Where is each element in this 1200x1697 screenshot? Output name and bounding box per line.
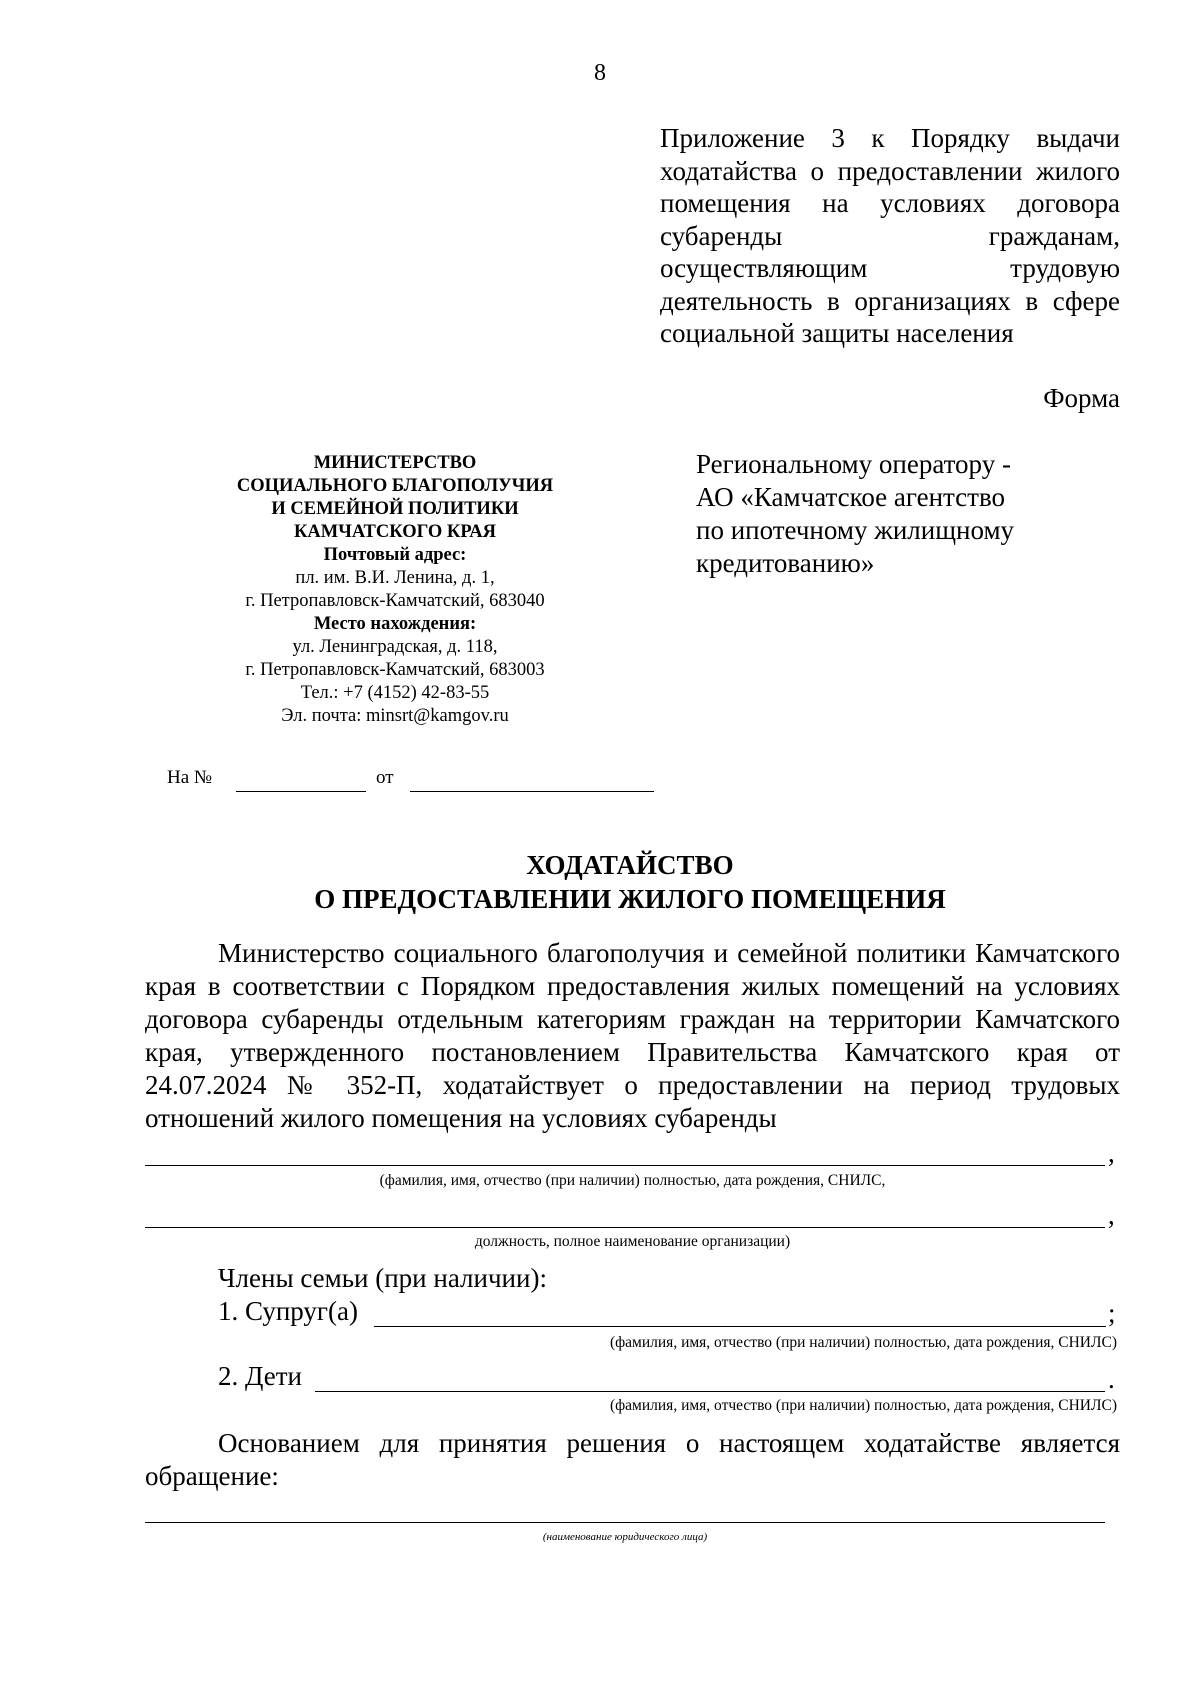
period: . (1108, 1364, 1115, 1394)
postal-address-line: пл. им. В.И. Ленина, д. 1, (295, 568, 495, 588)
ministry-name-line: МИНИСТЕРСТВО (313, 453, 477, 473)
basis-caption: (наименование юридического лица) (542, 1531, 708, 1543)
recipient-block (696, 448, 1116, 580)
document-title-line: ХОДАТАЙСТВО (526, 850, 734, 880)
page-number: 8 (594, 60, 606, 86)
reference-date-field[interactable] (410, 769, 654, 792)
document-title-line: О ПРЕДОСТАВЛЕНИИ ЖИЛОГО ПОМЕЩЕНИЯ (314, 884, 946, 914)
spouse-label: 1. Супруг(а) (218, 1296, 358, 1326)
basis-field[interactable] (145, 1502, 1105, 1523)
family-heading: Члены семьи (при наличии): (218, 1263, 547, 1293)
recipient-line: АО «Камчатское агентство (696, 482, 1006, 512)
recipient-line: по ипотечному жилищному (696, 515, 1015, 545)
recipient-line: Региональному оператору - (696, 449, 1011, 479)
applicant-field[interactable] (145, 1145, 1105, 1166)
ministry-name-line: И СЕМЕЙНОЙ ПОЛИТИКИ (271, 499, 519, 519)
location-label: Место нахождения: (313, 614, 477, 634)
recipient-line: кредитованию» (696, 548, 875, 578)
comma: , (1108, 1200, 1115, 1230)
semicolon: ; (1108, 1298, 1116, 1328)
ministry-name-line: СОЦИАЛЬНОГО БЛАГОПОЛУЧИЯ (236, 476, 554, 496)
children-label: 2. Дети (218, 1361, 302, 1391)
postal-address-label: Почтовый адрес: (323, 545, 467, 565)
phone: Тел.: +7 (4152) 42-83-55 (300, 683, 490, 703)
basis-text-line: обращение: (145, 1461, 279, 1491)
reference-date-label: от (376, 767, 394, 788)
position-field[interactable] (145, 1207, 1105, 1228)
ministry-letterhead (210, 452, 580, 728)
location-line: ул. Ленинградская, д. 118, (292, 637, 498, 657)
reference-label: На № (167, 767, 213, 788)
comma: , (1108, 1138, 1115, 1168)
spouse-field[interactable] (374, 1306, 1106, 1327)
body-paragraph: Министерство социального благополучия и семейной политики Камчатского края в соответствии с Порядком предоставления жилых помещений на условиях договора субаренды отдельным категориям граждан на территории Камчатского края, утвержденного постановлением Правительства Камчатского края от 24.07.2024 № 352-П, ходатайствует о предоставлении на период трудовых отношений жилого помещения на условиях субаренды (145, 938, 1120, 1133)
postal-address-line: г. Петропавловск-Камчатский, 683040 (245, 591, 545, 611)
basis-text-line: Основанием для принятия решения о настоящем ходатайстве является (218, 1428, 1120, 1458)
ministry-name-line: КАМЧАТСКОГО КРАЯ (294, 522, 496, 542)
location-line: г. Петропавловск-Камчатский, 683003 (245, 660, 545, 680)
appendix-note: Приложение 3 к Порядку выдачи ходатайства о предоставлении жилого помещения на условиях договора субаренды гражданам, осуществляющим трудовую деятельность в организациях в сфере социальной защиты населения (660, 123, 1120, 348)
email: Эл. почта: minsrt@kamgov.ru (281, 706, 509, 726)
form-label: Форма (1043, 383, 1120, 413)
spouse-caption: (фамилия, имя, отчество (при наличии) полностью, дата рождения, СНИЛС) (609, 1334, 1117, 1351)
position-caption: должность, полное наименование организации) (474, 1233, 791, 1250)
reference-number-field[interactable] (236, 769, 366, 792)
children-field[interactable] (315, 1371, 1105, 1392)
document-title (0, 848, 1200, 916)
applicant-caption: (фамилия, имя, отчество (при наличии) полностью, дата рождения, СНИЛС, (379, 1172, 886, 1189)
children-caption: (фамилия, имя, отчество (при наличии) полностью, дата рождения, СНИЛС) (609, 1397, 1117, 1414)
